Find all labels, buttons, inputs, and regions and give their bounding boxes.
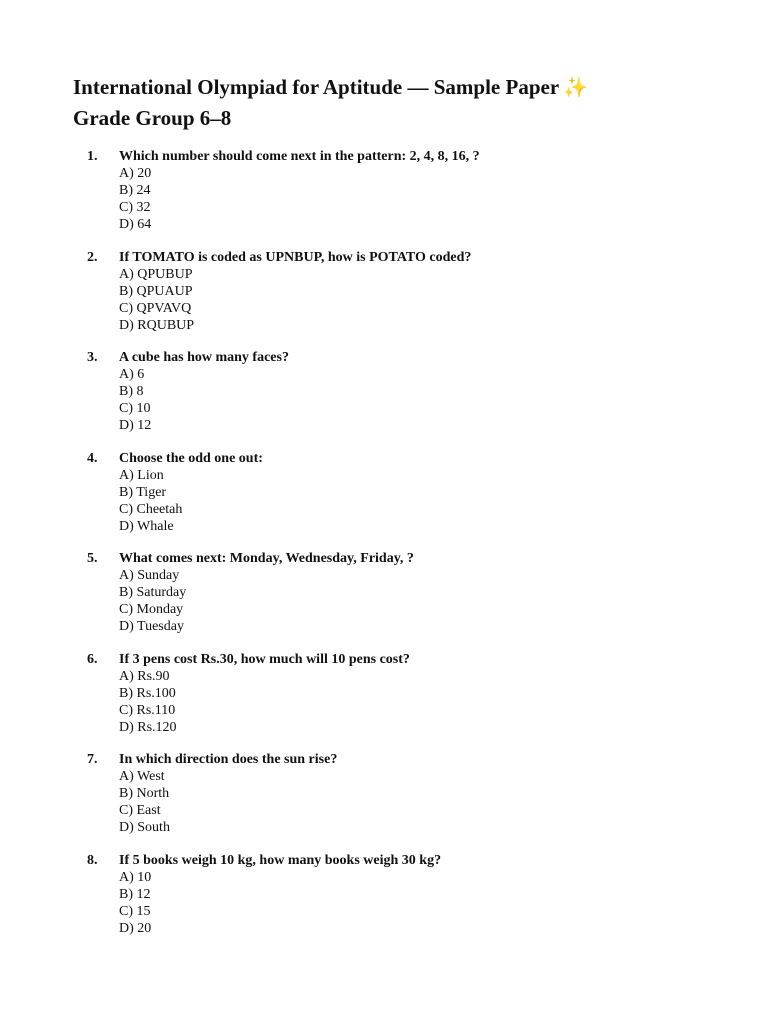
answer-option: B) Tiger: [119, 484, 167, 500]
question-number: 3.: [87, 350, 98, 365]
answer-option: B) Saturday: [119, 585, 187, 600]
answer-option: A) 6: [119, 367, 145, 382]
answer-option: D) 20: [119, 920, 152, 936]
answer-options: [119, 467, 768, 535]
answer-option: A) Lion: [119, 467, 164, 483]
question-number: 4.: [87, 450, 98, 466]
answer-option: C) 15: [119, 903, 151, 919]
answer-options: [119, 768, 768, 836]
question-list: [0, 148, 768, 952]
answer-options: [119, 266, 768, 334]
answer-option: A) West: [119, 769, 165, 784]
answer-option: C) 32: [119, 200, 151, 215]
sparkles-icon: ✨: [563, 75, 589, 99]
answer-option: C) East: [119, 803, 161, 818]
answer-options: [119, 567, 768, 635]
answer-option: D) South: [119, 820, 170, 835]
answer-option: B) 12: [119, 886, 151, 902]
question-text: If 5 books weigh 10 kg, how many books weigh 30 kg?: [119, 852, 442, 868]
answer-option: A) Sunday: [119, 568, 180, 583]
answer-option: B) QPUAUP: [119, 283, 193, 299]
answer-options: [119, 869, 768, 937]
answer-option: C) Cheetah: [119, 501, 183, 517]
answer-option: B) 24: [119, 183, 151, 198]
answer-option: D) RQUBUP: [119, 317, 195, 333]
question-text: In which direction does the sun rise?: [119, 752, 338, 767]
answer-options: [119, 668, 768, 736]
grade-group-subtitle: Grade Group 6–8: [73, 106, 232, 130]
answer-option: A) 10: [119, 869, 152, 885]
question-text: If 3 pens cost Rs.30, how much will 10 pens cost?: [119, 651, 410, 667]
answer-option: D) 12: [119, 418, 152, 433]
question-item: [0, 751, 768, 836]
question-number: 5.: [87, 551, 98, 566]
answer-option: B) 8: [119, 384, 144, 399]
answer-option: C) Monday: [119, 602, 184, 617]
question-number: 8.: [87, 852, 98, 868]
question-text: If TOMATO is coded as UPNBUP, how is POTATO coded?: [119, 249, 472, 265]
answer-option: C) QPVAVQ: [119, 300, 192, 316]
answer-option: D) Tuesday: [119, 619, 184, 634]
answer-options: [119, 165, 768, 233]
question-text: Which number should come next in the pattern: 2, 4, 8, 16, ?: [119, 149, 480, 164]
title-line-1: [73, 72, 588, 103]
question-item: [0, 450, 768, 535]
question-item: [0, 148, 768, 233]
question-item: [0, 651, 768, 736]
answer-option: D) 64: [119, 217, 152, 232]
answer-option: D) Rs.120: [119, 719, 177, 735]
answer-option: B) Rs.100: [119, 685, 176, 701]
answer-option: A) 20: [119, 166, 152, 181]
answer-option: D) Whale: [119, 518, 174, 534]
document-title: [73, 72, 588, 134]
question-item: [0, 349, 768, 434]
question-item: [0, 550, 768, 635]
answer-option: C) 10: [119, 401, 151, 416]
question-text: A cube has how many faces?: [119, 350, 289, 365]
question-number: 2.: [87, 249, 98, 265]
question-number: 7.: [87, 752, 98, 767]
question-number: 6.: [87, 651, 98, 667]
title-text: International Olympiad for Aptitude — Sample Paper: [73, 75, 560, 99]
answer-option: A) QPUBUP: [119, 266, 193, 282]
question-number: 1.: [87, 149, 98, 164]
question-item: [0, 249, 768, 334]
answer-option: A) Rs.90: [119, 668, 170, 684]
question-text: Choose the odd one out:: [119, 450, 263, 466]
question-text: What comes next: Monday, Wednesday, Friday, ?: [119, 551, 414, 566]
answer-option: C) Rs.110: [119, 702, 176, 718]
answer-option: B) North: [119, 786, 170, 801]
question-item: [0, 852, 768, 937]
answer-options: [119, 366, 768, 434]
